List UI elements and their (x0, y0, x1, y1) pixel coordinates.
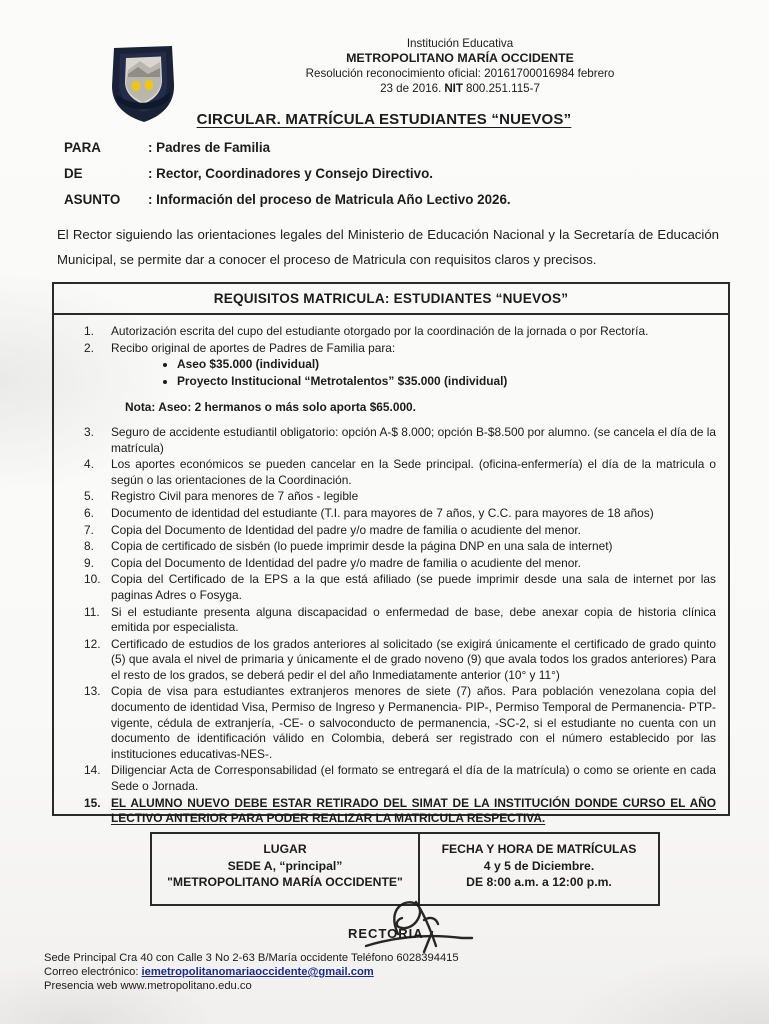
item-number: 13. (84, 684, 101, 699)
meta-value-para: : Padres de Familia (148, 140, 271, 155)
institution-name: METROPOLITANO MARÍA OCCIDENTE (346, 51, 574, 65)
requirement-item (84, 572, 716, 603)
requirement-item (84, 763, 716, 794)
requirement-item (84, 605, 716, 636)
item-number: 9. (84, 555, 94, 570)
footer-email-link: iemetropolitanomariaoccidente@gmail.com (141, 966, 374, 979)
lugar-name: "METROPOLITANO MARÍA OCCIDENTE" (167, 875, 403, 889)
requirement-item (84, 457, 716, 488)
lugar-sede: SEDE A, “principal” (227, 858, 343, 873)
fee-item: • Proyecto Institucional “Metrotalentos” $35.000 (individual) (177, 374, 716, 390)
requirement-item (84, 425, 716, 456)
item-text: Registro Civil para menores de 7 años - legible (111, 489, 359, 504)
nota-line: Nota: Aseo: 2 hermanos o más solo aporta $65.000. (125, 400, 416, 415)
lugar-title: LUGAR (263, 842, 307, 856)
item-text: Recibo original de aportes de Padres de Familia para: (111, 340, 396, 355)
meta-value-asunto: : Información del proceso de Matricula Año Lectivo 2026. (148, 192, 511, 207)
letterhead-nit-line (210, 81, 710, 96)
requirement-item (84, 556, 716, 572)
item-text: Autorización escrita del cupo del estudiante otorgado por la coordinación de la jornada o por Rectoría. (111, 324, 649, 338)
requirement-item (84, 684, 716, 762)
rectoria-label: RECTORIA (348, 926, 424, 941)
meta-label-para: PARA (64, 140, 101, 155)
requirement-item (84, 341, 716, 416)
nit-label: NIT (444, 82, 463, 95)
requirement-item (84, 324, 716, 340)
meta-label-de: DE (64, 166, 83, 181)
item-text: Copia del Documento de Identidad del padre y/o madre de familia o acudiente del menor. (111, 555, 581, 570)
requirements-title: REQUISITOS MATRICULA: ESTUDIANTES “NUEVOS” (54, 284, 728, 315)
requirement-item (84, 489, 716, 505)
meta-row-de (64, 166, 724, 181)
item-text: Copia del Documento de Identidad del padre y/o madre de familia o acudiente del menor. (111, 522, 581, 537)
item-text: Copia del Certificado de la EPS a la que está afiliado (se puede imprimir desde una sala de internet por las paginas Adres o Fosyga. (111, 572, 716, 602)
item-number: 2. (84, 340, 94, 355)
requirement-item (84, 506, 716, 522)
letterhead-line1: Institución Educativa (406, 37, 514, 50)
meta-value-de: : Rector, Coordinadores y Consejo Directivo. (148, 166, 433, 181)
footer-web: Presencia web www.metropolitano.edu.co (44, 980, 252, 993)
item-number: 7. (84, 522, 94, 537)
requirements-list (84, 324, 716, 827)
item-text: Seguro de accidente estudiantil obligatorio: opción A-$ 8.000; opción B-$8.500 por alumno. (se cancela el día de la matrícula) (111, 424, 716, 455)
meta-row-asunto (64, 192, 724, 207)
meta-row-para (64, 140, 724, 155)
item-number: 1. (84, 324, 94, 338)
item-number: 6. (84, 505, 94, 520)
item-number: 15. (84, 795, 101, 810)
meta-block (64, 140, 724, 218)
footer-address: Sede Principal Cra 40 con Calle 3 No 2-63 B/María occidente Teléfono 6028394415 (44, 952, 459, 964)
resolution-date: 23 de 2016. (380, 82, 442, 95)
item-number: 14. (84, 763, 101, 778)
item-text: Copia de certificado de sisbén (lo puede imprimir desde la página DNP en una sala de internet) (111, 539, 613, 554)
requirements-box (52, 282, 730, 826)
item-text: Certificado de estudios de los grados anteriores al solicitado (se exigirá únicamente el certificado de grado quinto (5) que avala el nivel de primaria y únicamente el de grado noveno (9) que avala todos los grados anteriores) Para el resto de los grados, se deberá pedir el del año Inmediatamente anterior (10° y 11°) (111, 636, 716, 682)
intro-paragraph: El Rector siguiendo las orientaciones legales del Ministerio de Educación Nacional y la Secretaría de Educación Municipal, se permite dar a conocer el proceso de Matricula con requisitos claros y precisos. (57, 227, 719, 267)
item-text: EL ALUMNO NUEVO DEBE ESTAR RETIRADO DEL SIMAT DE LA INSTITUCIÓN DONDE CURSO EL AÑO LECTIVO ANTERIOR PARA PODER REALIZAR LA MATRICULA RESPECTIVA. (111, 795, 716, 826)
letterhead (210, 36, 710, 96)
item-number: 5. (84, 489, 94, 504)
requirement-item (84, 539, 716, 555)
requirement-item (84, 523, 716, 539)
fecha-horas: DE 8:00 a.m. a 12:00 p.m. (466, 875, 612, 889)
footer-email-label: Correo electrónico: (44, 966, 139, 979)
letterhead-resolution: Resolución reconocimiento oficial: 20161700016984 febrero (305, 67, 615, 80)
item-number: 11. (84, 604, 100, 619)
fecha-dias: 4 y 5 de Diciembre. (483, 858, 595, 873)
item-number: 12. (84, 636, 101, 651)
fees-list (177, 357, 716, 389)
footer-email-line (44, 965, 459, 979)
item-number: 8. (84, 539, 94, 554)
item-number: 3. (84, 424, 94, 439)
item-text: Copia de visa para estudiantes extranjeros menores de siete (7) años. Para población venezolana copia del documento de identidad Visa, Permiso de Ingreso y Permanencia- PIP-, Permiso Temporal de Permanencia- PTP- vigente, cédula de extranjería, -CE- o salvoconducto de permanencia, -SC-2, si el estudiante no cuenta con un documento de identificación válido en Colombia, deberá ser registrado con el número establecido por las instituciones educativas-NES-. (111, 684, 716, 761)
footer-block (44, 951, 459, 994)
item-text: Los aportes económicos se pueden cancelar en la Sede principal. (oficina-enfermería) el día de la matricula o según o las orientaciones de la Coordinación. (111, 457, 716, 487)
nit-value: 800.251.115-7 (466, 82, 540, 95)
item-text: Diligenciar Acta de Corresponsabilidad (el formato se entregará el día de la matrícula) o como se oriente en cada Sede o Jornada. (111, 763, 716, 794)
fee-item: • Aseo $35.000 (individual) (177, 357, 716, 373)
page-title: CIRCULAR. MATRÍCULA ESTUDIANTES “NUEVOS” (196, 111, 572, 128)
item-text: Documento de identidad del estudiante (T.I. para mayores de 7 años, y C.C. para mayores de 18 años) (111, 505, 654, 520)
item-number: 4. (84, 457, 94, 472)
item-number: 10. (84, 572, 101, 587)
fecha-title: FECHA Y HORA DE MATRÍCULAS (441, 842, 637, 856)
item-text: Si el estudiante presenta alguna discapacidad o enfermedad de base, debe anexar copia de historia clínica emitida por especialista. (111, 604, 716, 635)
meta-label-asunto: ASUNTO (64, 192, 121, 207)
requirement-item-simat (84, 796, 716, 827)
requirement-item (84, 637, 716, 684)
